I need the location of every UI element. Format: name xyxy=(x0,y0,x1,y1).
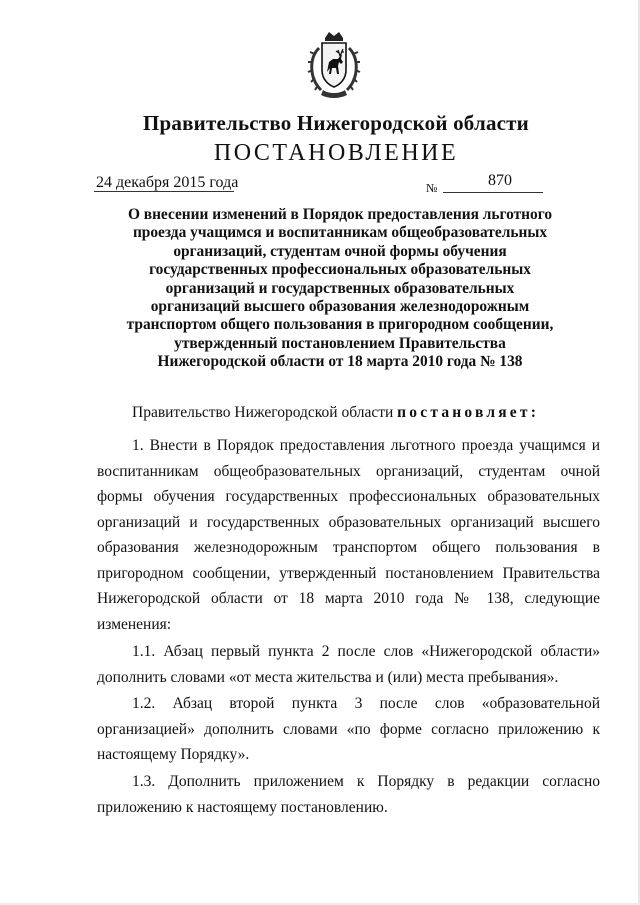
organization-title: Правительство Нижегородской области xyxy=(143,111,529,135)
decree-intro xyxy=(97,400,600,426)
document-subject: О внесении изменений в Порядок предоставления льготного проезда учащимся и воспитанникам общеобразовательных организаций, студентам очной формы обучения государственных профессиональных образовательных организаций и государственных образовательных организаций высшего образования железнодорожным транспортом общего пользования в пригородном сообщении, утвержденный постановлением Правительства Нижегородской области от 18 марта 2010 года № 138 xyxy=(126,206,554,371)
paragraph-1-2: 1.2. Абзац второй пункта 3 после слов «образовательной организацией» дополнить словами «по форме согласно приложению к настоящему Порядку». xyxy=(97,695,600,763)
document-number: 870 xyxy=(488,172,512,189)
paragraph-1-3: 1.3. Дополнить приложением к Порядку в редакции согласно приложению к настоящему постановлению. xyxy=(97,773,600,816)
document-type-heading: ПОСТАНОВЛЕНИЕ xyxy=(213,140,459,166)
number-underline xyxy=(443,192,543,193)
paragraph-1: 1. Внести в Порядок предоставления льготного проезда учащимся и воспитанникам общеобразовательных организаций, студентам очной формы обучения государственных профессиональных образовательных организаций и государственных образовательных организаций высшего образования железнодорожным транспортом общего пользования в пригородном сообщении, утвержденный постановлением Правительства Нижегородской области от 18 марта 2010 года № 138, следующие изменения: xyxy=(97,437,600,633)
coat-of-arms-icon xyxy=(303,28,365,102)
decree-intro-text: Правительство Нижегородской области xyxy=(132,404,398,421)
date-underline xyxy=(94,191,234,192)
document-number-label: № xyxy=(426,181,438,195)
paragraph-1-1: 1.1. Абзац первый пункта 2 после слов «Нижегородской области» дополнить словами «от места жительства и (или) места пребывания». xyxy=(97,643,600,686)
document-date: 24 декабря 2015 года xyxy=(96,174,239,191)
decree-verb: постановляет: xyxy=(397,404,540,421)
